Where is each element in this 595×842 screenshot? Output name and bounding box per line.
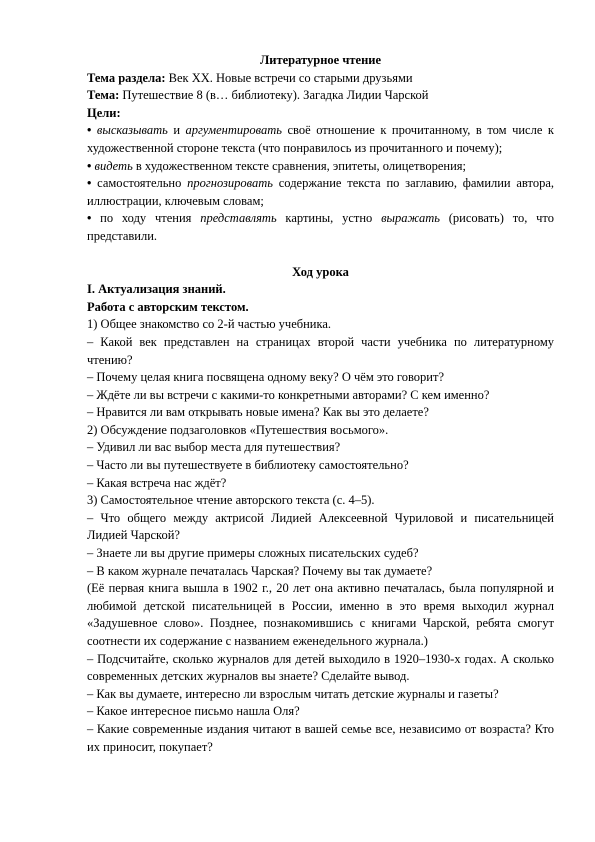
work-heading: Работа с авторским текстом. <box>87 299 249 314</box>
topic-label: Тема: <box>87 88 120 103</box>
goal-verb: прогнозировать <box>187 176 273 191</box>
goals-list <box>87 122 554 245</box>
lesson-line: 2) Обсуждение подзаголовков «Путешествия восьмого». <box>87 422 389 437</box>
lesson-lines <box>87 316 554 756</box>
lesson-line: – Знаете ли вы другие примеры сложных писательских судеб? <box>87 546 419 561</box>
bullet-icon: • <box>87 158 92 173</box>
goals-label: Цели: <box>87 105 121 120</box>
lesson-line: 3) Самостоятельное чтение авторского текста (с. 4–5). <box>87 493 375 508</box>
document-title: Литературное чтение <box>259 53 382 67</box>
goal-verb: высказывать <box>96 123 168 138</box>
goal-item: • по ходу чтения представлять картины, устно выражать (рисовать) то, что представили. <box>87 211 554 243</box>
section-label: Тема раздела: <box>87 70 166 85</box>
lesson-line: – Как вы думаете, интересно ли взрослым читать детские журналы и газеты? <box>87 686 499 701</box>
lesson-line: – В каком журнале печаталась Чарская? Почему вы так думаете? <box>87 563 433 578</box>
goal-verb: представлять <box>200 211 277 226</box>
goal-verb: аргументировать <box>185 123 282 138</box>
section-line <box>87 70 554 88</box>
lesson-line: – Какая встреча нас ждёт? <box>87 475 227 490</box>
lesson-line: – Часто ли вы путешествуете в библиотеку самостоятельно? <box>87 458 409 473</box>
bullet-icon: • <box>87 211 92 226</box>
section-value: Век XX. Новые встречи со старыми друзьями <box>165 70 413 85</box>
lesson-line: – Удивил ли вас выбор места для путешествия? <box>87 440 341 455</box>
lesson-line: – Какой век представлен на страницах второй части учебника по литературному чтению? <box>87 334 554 367</box>
lesson-line: 1) Общее знакомство со 2-й частью учебника. <box>87 317 332 332</box>
lesson-line: – Нравится ли вам открывать новые имена? Как вы это делаете? <box>87 405 429 420</box>
lesson-line: – Что общего между актрисой Лидией Алексеевной Чуриловой и писательницей Лидией Чарской? <box>87 510 554 543</box>
lesson-line: (Её первая книга вышла в 1902 г., 20 лет она активно печаталась, была популярной и любимой детской писательницей в России, именно в это время выходил журнал «Задушевное слово». Позднее, познакомившись с книгами Чарской, ребята смогут соотнести их содержание с названием еженедельного журнала.) <box>87 581 554 648</box>
topic-line <box>87 87 554 105</box>
lesson-line: – Какое интересное письмо нашла Оля? <box>87 704 300 719</box>
bullet-icon: • <box>87 123 92 138</box>
document-page <box>87 52 554 756</box>
goal-verb: видеть <box>94 158 133 173</box>
lesson-line: – Ждёте ли вы встречи с какими-то конкретными авторами? С кем именно? <box>87 387 490 402</box>
goal-item: • видеть в художественном тексте сравнения, эпитеты, олицетворения; <box>87 158 466 173</box>
lesson-line: – Какие современные издания читают в вашей семье все, независимо от возраста? Кто их приносит, покупает? <box>87 721 554 754</box>
goal-item: • высказывать и аргументировать своё отношение к прочитанному, в том числе к художественной стороне текста (что понравилось из прочитанного и почему); <box>87 123 554 155</box>
lesson-line: – Почему целая книга посвящена одному веку? О чём это говорит? <box>87 370 444 385</box>
goal-item: • самостоятельно прогнозировать содержание текста по заглавию, фамилии автора, иллюстрации, ключевым словам; <box>87 176 554 208</box>
lesson-line: – Подсчитайте, сколько журналов для детей выходило в 1920–1930-х годах. А сколько современных детских журналов вы знаете? Сделайте вывод. <box>87 651 554 684</box>
stage-heading: I. Актуализация знаний. <box>87 282 226 297</box>
topic-value: Путешествие 8 (в… библиотеку). Загадка Лидии Чарской <box>119 88 429 103</box>
bullet-icon: • <box>87 176 92 191</box>
lesson-title: Ход урока <box>292 264 349 279</box>
goal-verb: выражать <box>381 211 440 226</box>
